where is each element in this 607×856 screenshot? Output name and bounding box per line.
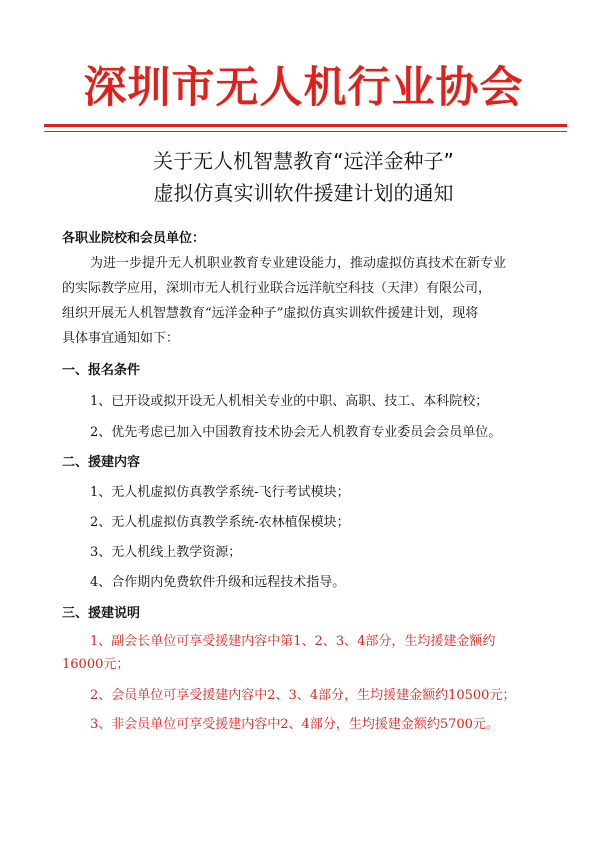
section-heading-requirements: 一、报名条件 [62, 363, 141, 378]
section-heading-content: 二、援建内容 [62, 455, 141, 470]
intro-line: 为进一步提升无人机职业教育专业建设能力，推动虚拟仿真技术在新专业 [90, 256, 507, 271]
masthead-divider-thick [44, 124, 567, 127]
list-item: 2、优先考虑已加入中国教育技术协会无人机教育专业委员会会员单位。 [90, 425, 502, 440]
intro-line: 具体事宜通知如下： [62, 331, 180, 346]
list-item: 1、无人机虚拟仿真教学系统-飞行考试模块； [90, 485, 350, 500]
list-item: 2、无人机虚拟仿真教学系统-农林植保模块； [90, 515, 350, 530]
salutation: 各职业院校和会员单位： [62, 231, 206, 246]
list-item: 3、无人机线上教学资源； [90, 545, 242, 560]
section-heading-notes: 三、援建说明 [62, 606, 141, 621]
intro-line: 的实际教学应用，深圳市无人机行业联合远洋航空科技（天津）有限公司， [62, 281, 492, 296]
intro-line: 组织开展无人机智慧教育“远洋金种子”虚拟仿真实训软件援建计划，现将 [62, 306, 479, 321]
list-item: 1、已开设或拟开设无人机相关专业的中职、高职、技工、本科院校； [90, 394, 489, 409]
list-item: 4、合作期内免费软件升级和远程技术指导。 [90, 575, 346, 590]
note-item: 3、非会员单位可享受援建内容中2、4部分，生均援建金额约5700元。 [90, 717, 499, 732]
note-item-continuation: 16000元； [62, 657, 130, 672]
note-item: 2、会员单位可享受援建内容中2、3、4部分，生均援建金额约10500元； [90, 688, 516, 703]
notice-title-line2: 虚拟仿真实训软件援建计划的通知 [153, 181, 454, 205]
notice-title-line1: 关于无人机智慧教育“远洋金种子” [153, 149, 454, 173]
masthead-divider-thin [44, 131, 567, 132]
org-masthead: 深圳市无人机行业协会 [83, 63, 524, 113]
note-item: 1、副会长单位可享受援建内容中第1、2、3、4部分，生均援建金额约 [90, 634, 496, 649]
